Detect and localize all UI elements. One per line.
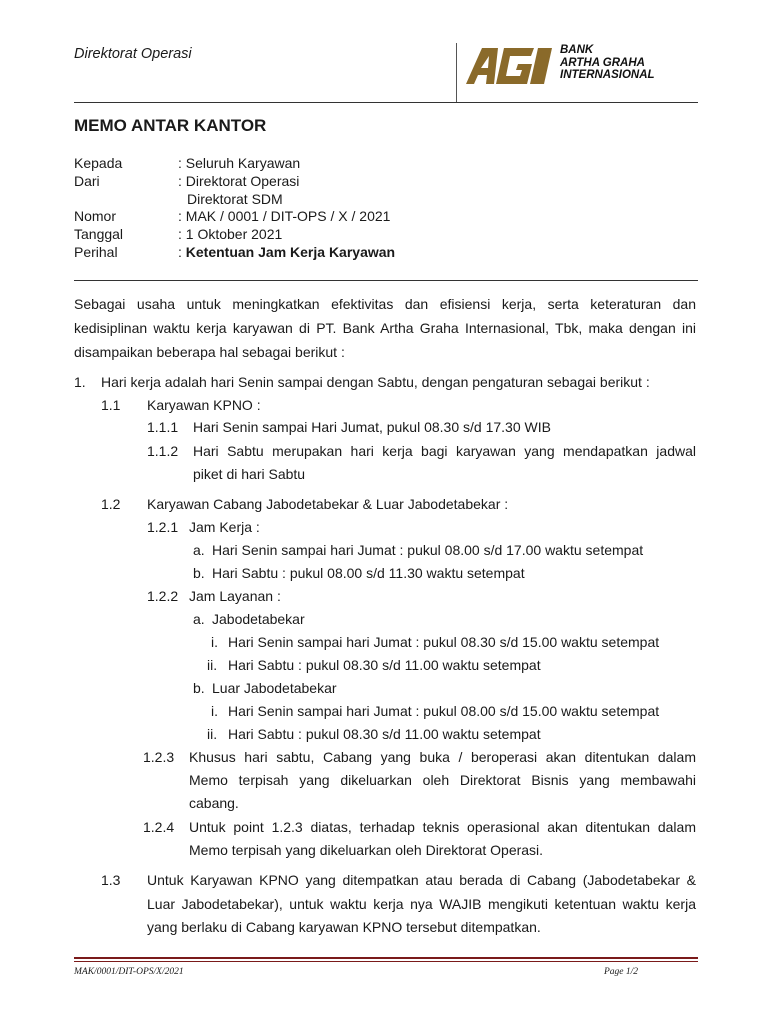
item-letter: a. — [193, 542, 205, 558]
item-text: Jabodetabekar — [212, 611, 305, 627]
item-letter: a. — [193, 611, 205, 627]
item-number: 1.2.4 — [143, 819, 175, 835]
field-value-nomor: : MAK / 0001 / DIT-OPS / X / 2021 — [178, 208, 391, 224]
field-label-kepada: Kepada — [74, 155, 123, 171]
item-text: Karyawan Cabang Jabodetabekar & Luar Jabodetabekar : — [147, 496, 509, 512]
header-divider — [456, 43, 457, 103]
item-text: Hari Senin sampai hari Jumat : pukul 08.00 s/d 17.00 waktu setempat — [212, 542, 644, 558]
item-roman: i. — [211, 634, 218, 650]
intro-line: disampaikan beberapa hal sebagai berikut : — [74, 344, 345, 360]
subject-text: Ketentuan Jam Kerja Karyawan — [185, 244, 396, 260]
bank-name-line: ARTHA GRAHA — [560, 56, 645, 69]
intro-line: Sebagai usaha untuk meningkatkan efektivitas dan efisiensi kerja, serta keteraturan dan — [74, 296, 696, 312]
field-value-dari-2: Direktorat SDM — [187, 191, 283, 207]
field-label-nomor: Nomor — [74, 208, 117, 224]
field-label-dari: Dari — [74, 173, 100, 189]
item-letter: b. — [193, 680, 205, 696]
item-number: 1.1.1 — [147, 419, 179, 435]
footer-reference: MAK/0001/DIT-OPS/X/2021 — [74, 967, 184, 977]
item-number: 1.2.2 — [147, 588, 179, 604]
item-text: Untuk Karyawan KPNO yang ditempatkan atau berada di Cabang (Jabodetabekar & — [147, 872, 696, 888]
item-text: Hari Sabtu merupakan hari kerja bagi karyawan yang mendapatkan jadwal — [193, 443, 696, 459]
header-rule — [74, 102, 698, 103]
field-label-perihal: Perihal — [74, 244, 118, 260]
item-text: Hari Sabtu : pukul 08.00 s/d 11.30 waktu setempat — [212, 565, 525, 581]
bank-name-line: INTERNASIONAL — [560, 69, 655, 81]
item-number: 1.1 — [101, 397, 121, 413]
item-text: Memo terpisah yang dikeluarkan oleh Direktorat Operasi. — [189, 842, 544, 858]
item-text: Luar Jabodetabekar), untuk waktu kerja nya WAJIB mengikuti ketentuan waktu kerja — [147, 896, 696, 912]
item-number: 1.2 — [101, 496, 121, 512]
footer-rule — [74, 961, 698, 962]
item-text: yang berlaku di Cabang karyawan KPNO tersebut ditempatkan. — [147, 919, 541, 935]
bank-name-line: BANK — [560, 44, 594, 56]
department-name: Direktorat Operasi — [74, 46, 192, 62]
item-text: Hari Senin sampai hari Jumat : pukul 08.30 s/d 15.00 waktu setempat — [228, 634, 660, 650]
footer-rule — [74, 957, 698, 959]
field-label-tanggal: Tanggal — [74, 226, 124, 242]
item-number: 1. — [74, 374, 86, 390]
item-roman: i. — [211, 703, 218, 719]
item-text: Hari Sabtu : pukul 08.30 s/d 11.00 waktu setempat — [228, 657, 541, 673]
item-text: Hari Senin sampai Hari Jumat, pukul 08.30 s/d 17.30 WIB — [193, 419, 551, 435]
bank-logo-icon — [464, 44, 558, 86]
item-text: Memo terpisah yang dikeluarkan oleh Direktorat Bisnis yang membawahi — [189, 772, 696, 788]
item-text: Hari Sabtu : pukul 08.30 s/d 11.00 waktu setempat — [228, 726, 541, 742]
item-number: 1.2.1 — [147, 519, 179, 535]
field-value-perihal — [178, 244, 395, 261]
memo-title: MEMO ANTAR KANTOR — [74, 116, 267, 135]
item-text: Khusus hari sabtu, Cabang yang buka / beroperasi akan ditentukan dalam — [189, 749, 696, 765]
item-roman: ii. — [207, 726, 218, 742]
field-value-kepada: : Seluruh Karyawan — [178, 155, 301, 171]
item-text: Karyawan KPNO : — [147, 397, 261, 413]
item-text: Jam Layanan : — [189, 588, 281, 604]
fields-rule — [74, 280, 698, 281]
item-number: 1.2.3 — [143, 749, 175, 765]
item-text: Hari kerja adalah hari Senin sampai dengan Sabtu, dengan pengaturan sebagai berikut : — [101, 374, 650, 390]
item-text: Hari Senin sampai hari Jumat : pukul 08.00 s/d 15.00 waktu setempat — [228, 703, 660, 719]
item-roman: ii. — [207, 657, 218, 673]
item-letter: b. — [193, 565, 205, 581]
field-value-dari: : Direktorat Operasi — [178, 173, 300, 189]
field-value-tanggal: : 1 Oktober 2021 — [178, 226, 283, 242]
bank-name — [560, 44, 655, 82]
item-text: Luar Jabodetabekar — [212, 680, 337, 696]
item-text: Jam Kerja : — [189, 519, 260, 535]
item-number: 1.1.2 — [147, 443, 179, 459]
item-text: cabang. — [189, 795, 239, 811]
item-text: Untuk point 1.2.3 diatas, terhadap teknis operasional akan ditentukan dalam — [189, 819, 696, 835]
item-number: 1.3 — [101, 872, 121, 888]
field-colon: : — [178, 244, 186, 260]
item-text: piket di hari Sabtu — [193, 466, 306, 482]
page-number: Page 1/2 — [604, 967, 639, 977]
intro-line: kedisiplinan waktu kerja karyawan di PT. Bank Artha Graha Internasional, Tbk, maka dengan ini — [74, 320, 696, 336]
